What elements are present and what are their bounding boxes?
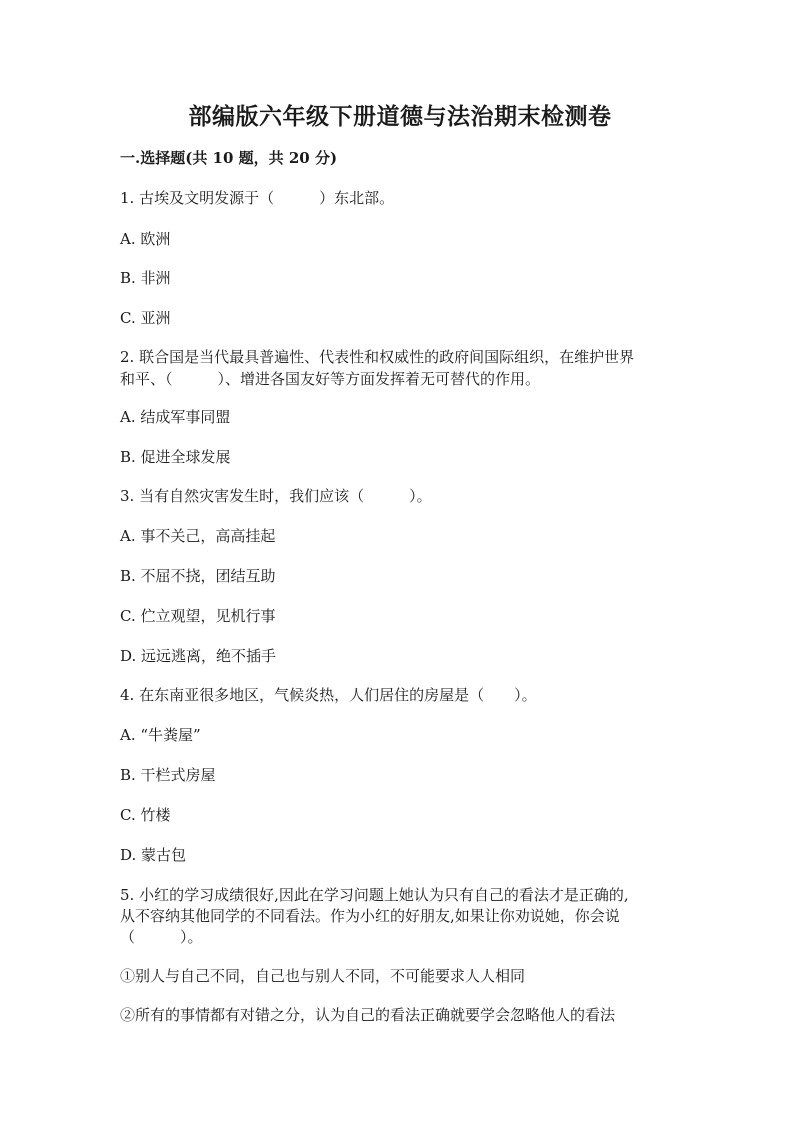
question-5-stem-line-2: 从不容纳其他同学的不同看法。作为小红的好朋友,如果让你劝说她，你会说 — [120, 907, 620, 925]
question-3-option-c: C. 伫立观望，见机行事 — [120, 607, 276, 625]
question-4-option-c: C. 竹楼 — [120, 806, 171, 824]
question-4-stem: 4. 在东南亚很多地区，气候炎热，人们居住的房屋是（ ）。 — [120, 686, 537, 704]
question-1-stem: 1. 古埃及文明发源于（ ）东北部。 — [120, 189, 395, 207]
question-5-statement-1: ①别人与自己不同，自己也与别人不同，不可能要求人人相同 — [120, 967, 526, 985]
page-title: 部编版六年级下册道德与法治期末检测卷 — [188, 103, 612, 130]
question-1-option-b: B. 非洲 — [120, 269, 171, 287]
question-2-option-b: B. 促进全球发展 — [120, 448, 231, 466]
question-3-stem: 3. 当有自然灾害发生时，我们应该（ ）。 — [120, 487, 432, 505]
question-4-option-b: B. 干栏式房屋 — [120, 766, 216, 784]
question-3-option-a: A. 事不关己，高高挂起 — [120, 527, 276, 545]
question-4-option-d: D. 蒙古包 — [120, 846, 187, 864]
question-5-stem-line-3: （ ）。 — [120, 928, 203, 946]
question-2-stem-line-1: 2. 联合国是当代最具普遍性、代表性和权威性的政府间国际组织，在维护世界 — [120, 348, 635, 366]
question-1-option-c: C. 亚洲 — [120, 309, 171, 327]
question-2-option-a: A. 结成军事同盟 — [120, 408, 231, 426]
question-3-option-b: B. 不屈不挠，团结互助 — [120, 567, 276, 585]
question-2-stem-line-2: 和平、（ ）、增进各国友好等方面发挥着无可替代的作用。 — [120, 370, 541, 388]
question-5-stem-line-1: 5. 小红的学习成绩很好,因此在学习问题上她认为只有自己的看法才是正确的, — [120, 886, 629, 904]
section-heading: 一.选择题(共 10 题，共 20 分) — [120, 149, 338, 167]
question-1-option-a: A. 欧洲 — [120, 230, 171, 248]
question-4-option-a: A. “牛粪屋” — [120, 726, 201, 744]
question-5-statement-2: ②所有的事情都有对错之分，认为自己的看法正确就要学会忽略他人的看法 — [120, 1006, 616, 1024]
question-3-option-d: D. 远远逃离，绝不插手 — [120, 647, 277, 665]
